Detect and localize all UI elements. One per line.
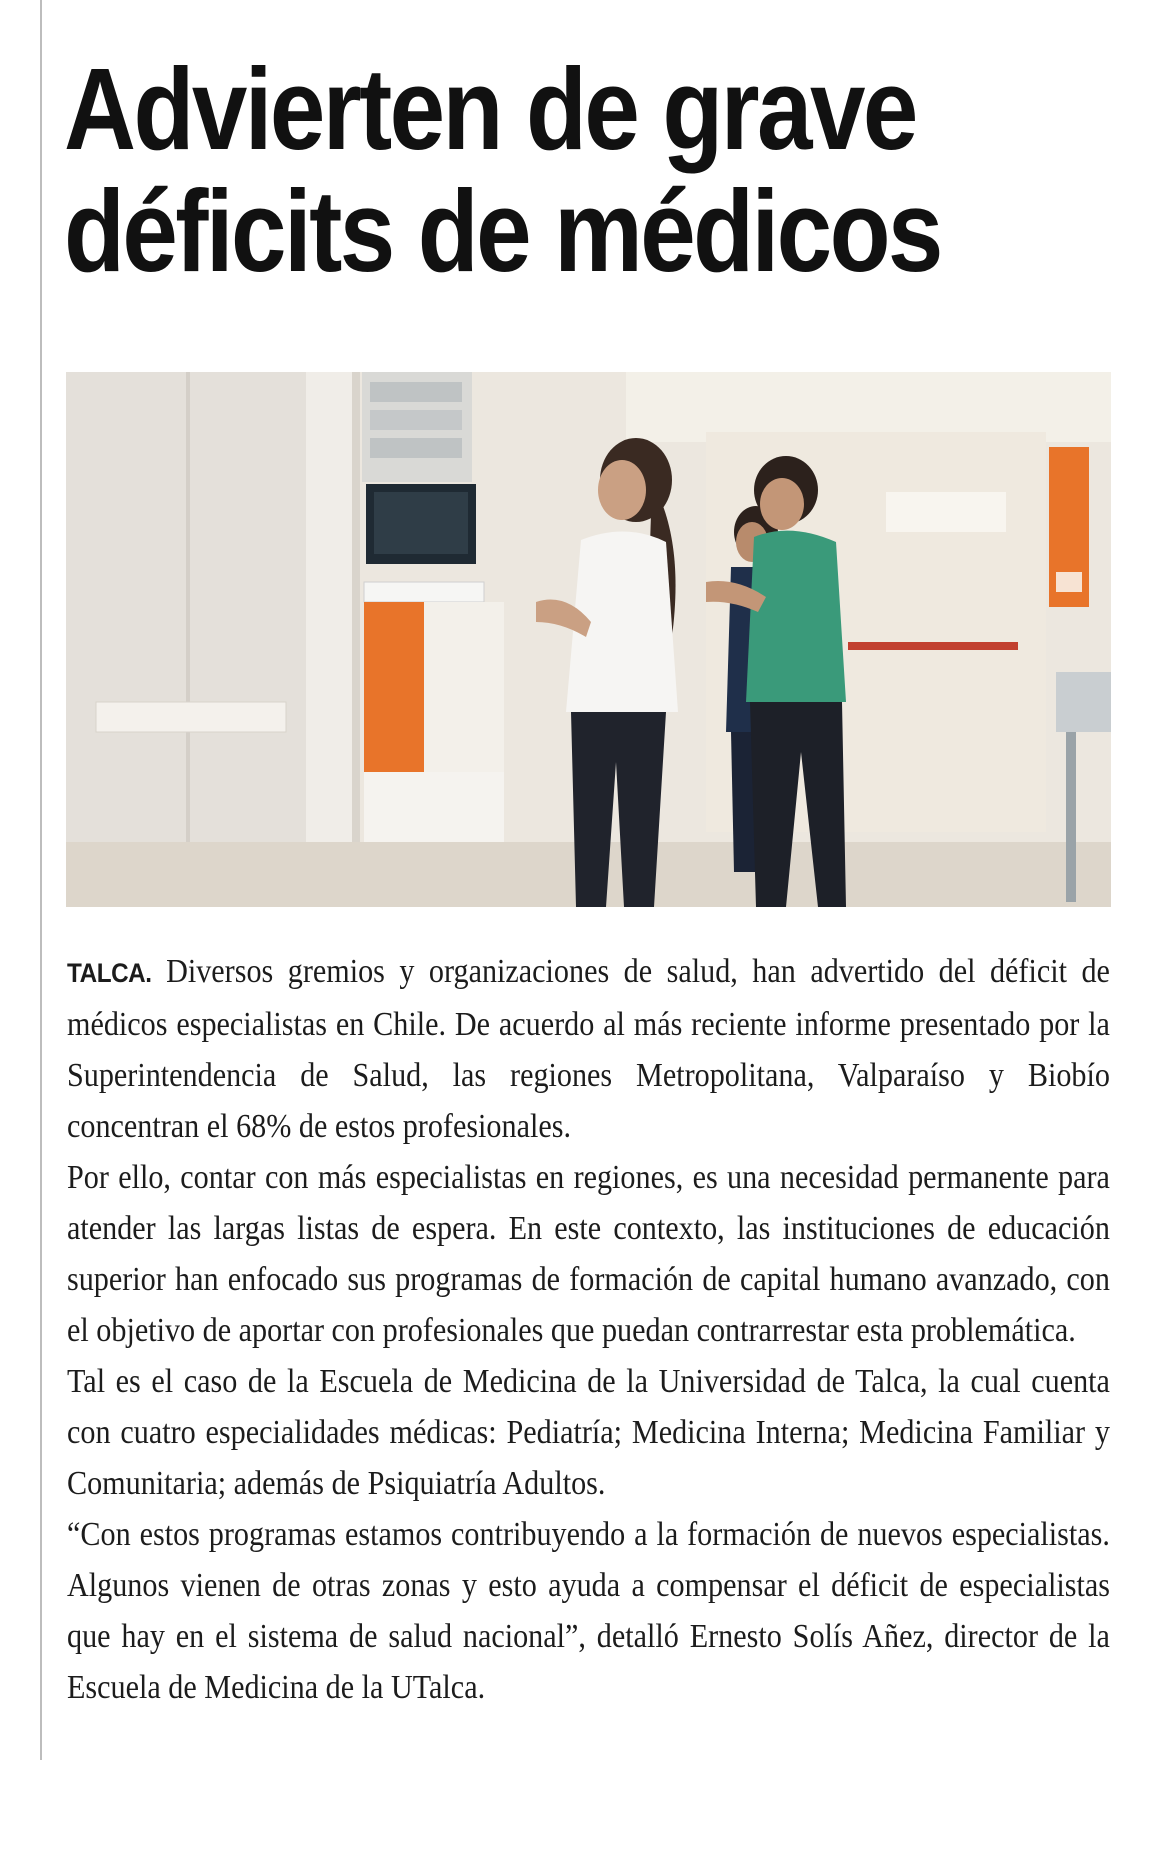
headline-line-1: Advierten de grave <box>64 44 916 174</box>
headline <box>64 44 976 296</box>
article-paragraph: Tal es el caso de la Escuela de Medicina de la Universidad de Talca, la cual cuenta con cuatro especialidades médicas: Pediatría; Medicina Interna; Medicina Familiar y Comunitaria; además de Psiquiatría Adultos. <box>67 1363 1110 1502</box>
headline-line-2: déficits de médicos <box>64 166 941 296</box>
column-rule <box>40 0 42 1760</box>
hospital-corridor-illustration <box>66 372 1111 907</box>
paragraph-text: Diversos gremios y organizaciones de salud, han advertido del déficit de médicos especialistas en Chile. De acuerdo al más reciente informe presentado por la Superintendencia de Salud, las regiones Metropolitana, Valparaíso y Biobío concentran el 68% de estos profesionales. <box>67 953 1110 1145</box>
article-body <box>67 946 1111 1713</box>
article-paragraph <box>67 946 1110 1152</box>
dateline: TALCA. <box>67 958 152 988</box>
article-paragraph: Por ello, contar con más especialistas en regiones, es una necesidad permanente para atender las largas listas de espera. En este contexto, las instituciones de educación superior han enfocado sus programas de formación de capital humano avanzado, con el objetivo de aportar con profesionales que puedan contrarrestar esta problemática. <box>67 1159 1110 1349</box>
article-paragraph: “Con estos programas estamos contribuyendo a la formación de nuevos especialistas. Algunos vienen de otras zonas y esto ayuda a compensar el déficit de especialistas que hay en el sistema de salud nacional”, detalló Ernesto Solís Añez, director de la Escuela de Medicina de la UTalca. <box>67 1516 1110 1706</box>
article-photo <box>66 372 1111 907</box>
